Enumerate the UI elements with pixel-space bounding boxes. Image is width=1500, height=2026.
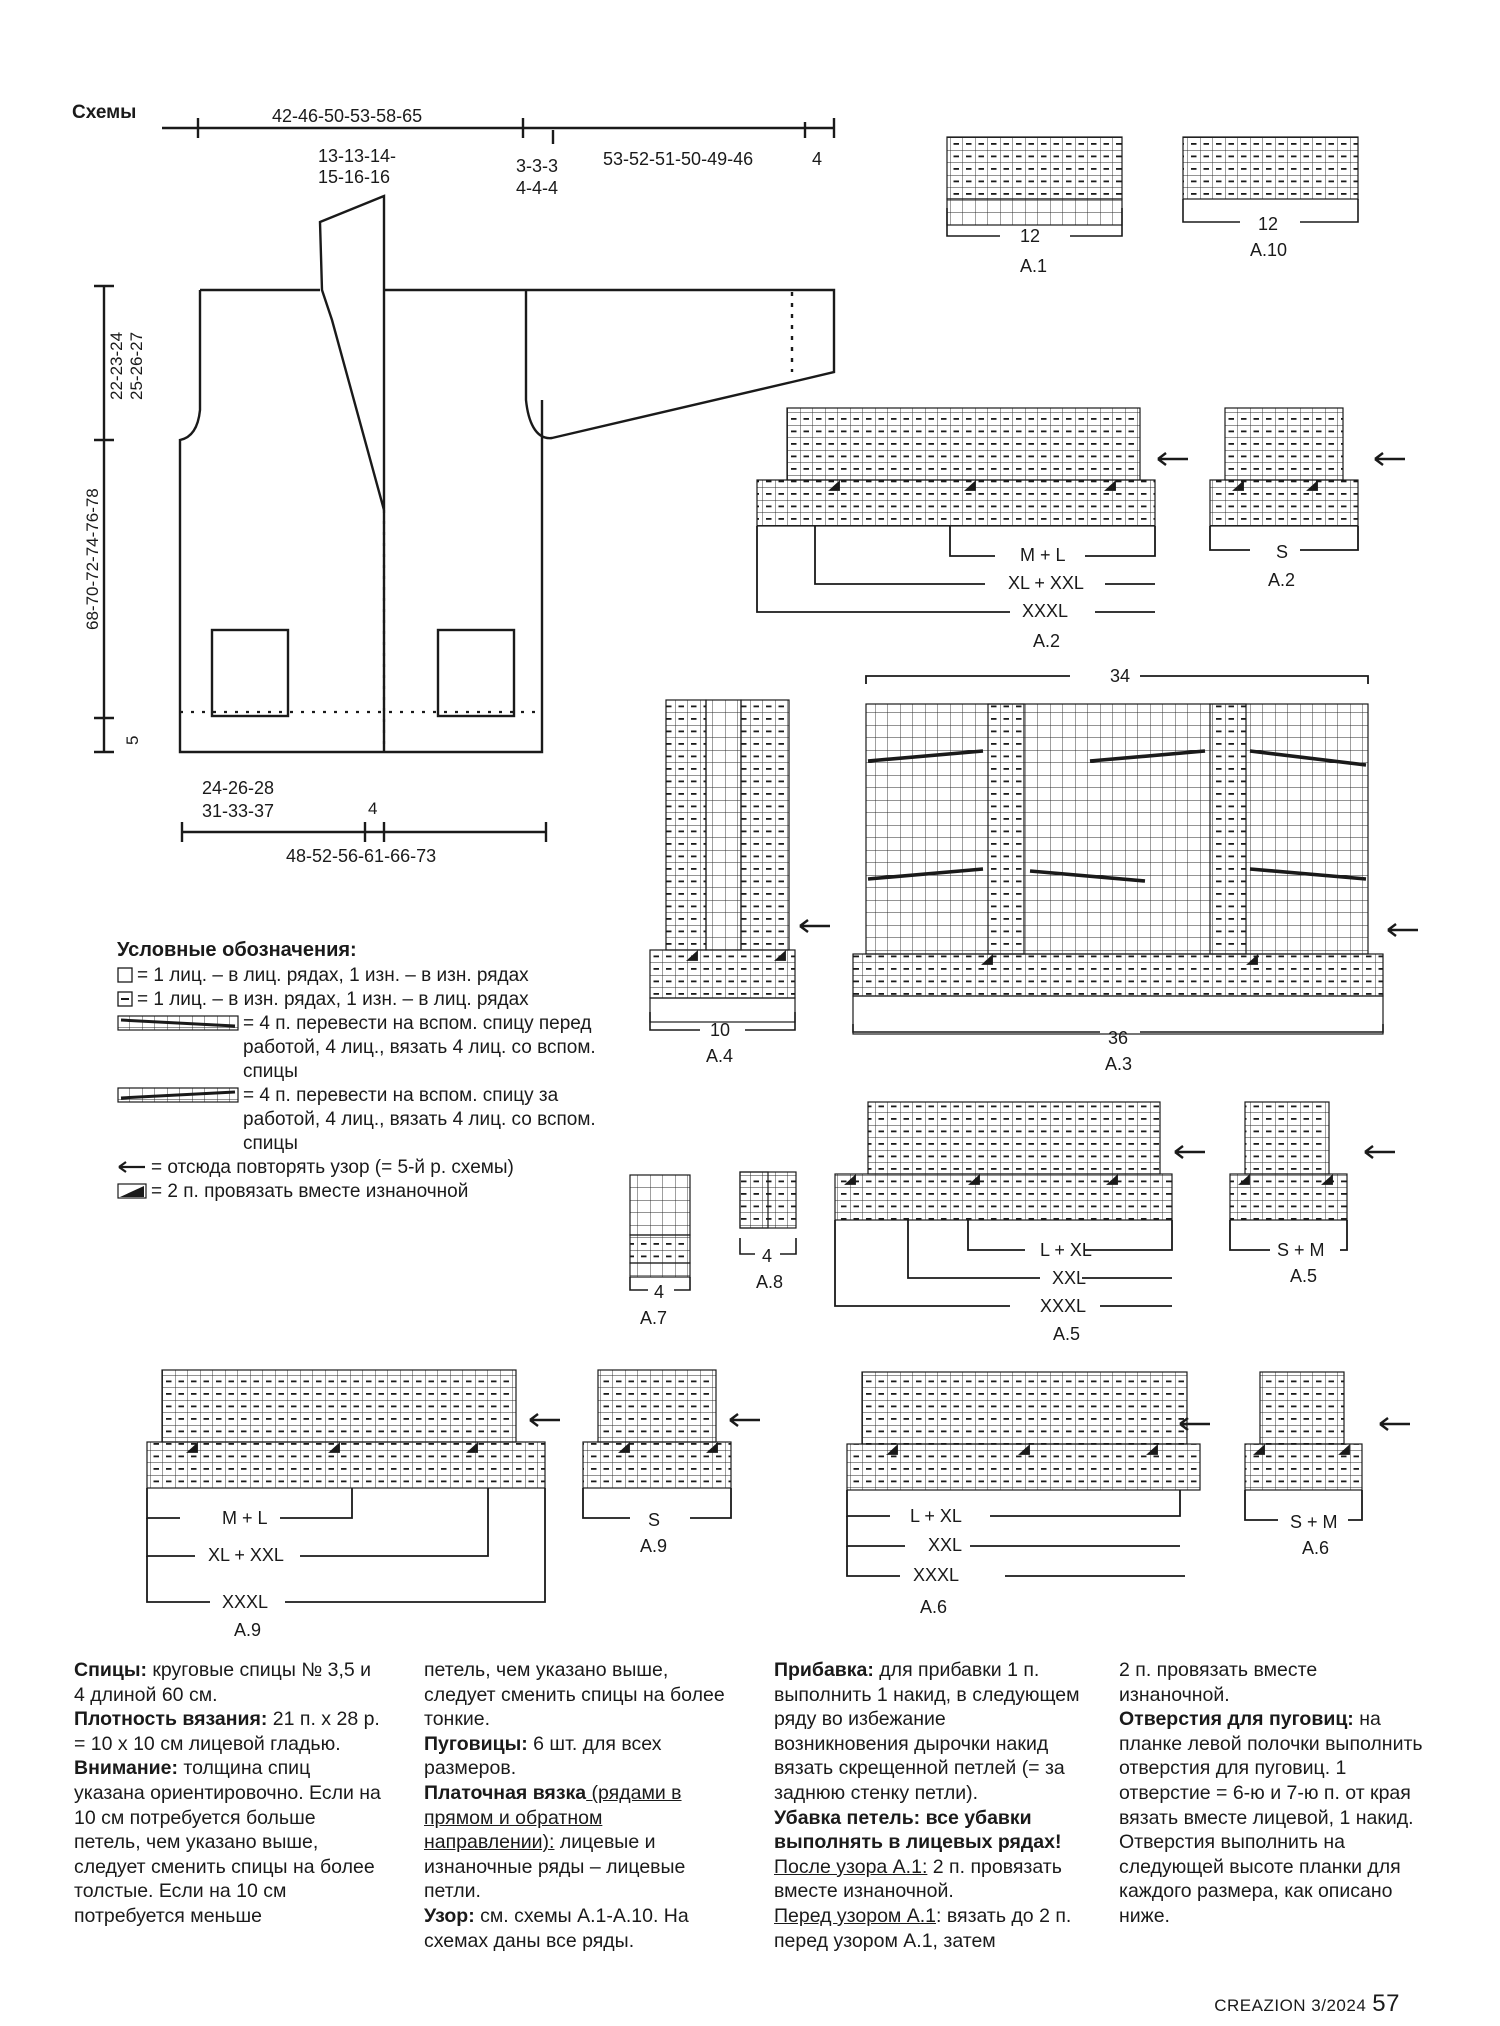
- chart-a6: [847, 1372, 1210, 1617]
- legend-cable-back: [117, 1084, 597, 1156]
- repeat-arrow: [1158, 453, 1188, 465]
- a9-size-3: XXXL: [222, 1592, 269, 1612]
- column-2: [424, 1658, 734, 1953]
- legend-repeat: [117, 1156, 597, 1180]
- text-paragraph: После узора A.1: 2 п. провязать вместе изнаночной.: [774, 1855, 1062, 1903]
- term: Пуговицы:: [424, 1732, 528, 1755]
- text-paragraph: Внимание: толщина спиц указана ориентировочно. Если на 10 см потребуется больше петель, чем указано выше, следует сменить спицы на более толстые. Если на 10 см потребуется меньше: [74, 1757, 381, 1927]
- a2-size-1: M + L: [1020, 545, 1066, 565]
- chart-a10: [1183, 137, 1358, 260]
- a6-size-3: XXXL: [913, 1565, 960, 1585]
- dim-shoulder-1: 3-3-3: [516, 156, 559, 176]
- a8-name: A.8: [756, 1272, 784, 1292]
- a5-size-1: L + XL: [1040, 1240, 1092, 1260]
- a5-size-3: XXXL: [1040, 1296, 1087, 1316]
- a3-name: A.3: [1105, 1054, 1133, 1074]
- a9s-name: A.9: [640, 1536, 668, 1556]
- text-paragraph: Плотность вязания: 21 п. x 28 р. = 10 x 10 см лицевой гладью.: [74, 1708, 380, 1755]
- legend-title: Условные обозначения:: [117, 939, 357, 961]
- text-paragraph: Прибавка: для прибавки 1 п. выполнить 1 накид, в следующем ряду во избежание возникновения дырочки накид вязать скрещенной петлей (= за заднюю стенку петли).: [774, 1659, 1080, 1804]
- legend-decrease: [117, 1180, 597, 1204]
- text-paragraph: петель, чем указано выше, следует сменить спицы на более тонкие.: [424, 1659, 725, 1731]
- column-1: [74, 1658, 384, 1929]
- a4-width: 10: [710, 1020, 731, 1040]
- a6s-size: S + M: [1290, 1512, 1338, 1532]
- a7-name: A.7: [640, 1308, 668, 1328]
- chart-a7: [630, 1175, 690, 1328]
- dim-shoulder-2: 4-4-4: [516, 178, 559, 198]
- a5-size-2: XXL: [1052, 1268, 1087, 1288]
- legend-purl-text: = 1 лиц. – в изн. рядах, 1 изн. – в лиц. рядах: [137, 989, 529, 1010]
- cable-back-icon: [117, 1087, 239, 1103]
- dim-body-length: 68-70-72-74-76-78: [83, 488, 102, 630]
- chart-a6-s: [1245, 1372, 1410, 1558]
- page-folio: [1214, 1990, 1400, 2018]
- dim-neck-1: 13-13-14-: [318, 146, 397, 166]
- a1-width: 12: [1020, 226, 1041, 246]
- text-paragraph: Отверстия для пуговиц: на планке левой полочки выполнить отверстия для пуговиц. 1 отверстие = 6-ю и 7-ю п. от края вязать вместе лицевой, 1 накид. Отверстия выполнить на следующей высоте планки для каждого размера, как описано ниже.: [1119, 1708, 1423, 1927]
- chart-a3: [853, 666, 1418, 1074]
- a7-width: 4: [654, 1282, 665, 1302]
- chart-a2: [757, 408, 1188, 651]
- chart-a5-s: [1230, 1102, 1395, 1286]
- text-paragraph: Пуговицы: 6 шт. для всех размеров.: [424, 1732, 662, 1780]
- column-3: [774, 1658, 1084, 1953]
- a3-top-width: 34: [1110, 666, 1131, 686]
- dim-rib: 5: [123, 735, 142, 745]
- a5s-size: S + M: [1277, 1240, 1325, 1260]
- a3-bottom-width: 36: [1108, 1028, 1129, 1048]
- term: Узор:: [424, 1904, 475, 1927]
- dim-front-1: 24-26-28: [202, 778, 275, 798]
- purl-square-icon: [117, 991, 133, 1007]
- dim-bottom-width: 48-52-56-61-66-73: [286, 846, 437, 866]
- column-4: [1119, 1658, 1429, 1929]
- text-paragraph: Узор: см. схемы A.1-A.10. На схемах даны все ряды.: [424, 1904, 689, 1952]
- dim-band: 4: [368, 799, 378, 818]
- dim-neck-2: 15-16-16: [318, 167, 391, 187]
- chart-a9-s: [583, 1370, 760, 1556]
- underlined-term: Перед узором A.1: [774, 1904, 937, 1927]
- term: Внимание:: [74, 1757, 178, 1780]
- a2-name: A.2: [1033, 631, 1061, 651]
- text-paragraph: 2 п. провязать вместе изнаночной.: [1119, 1659, 1318, 1706]
- a5s-name: A.5: [1290, 1266, 1318, 1286]
- a10-width: 12: [1258, 214, 1279, 234]
- magazine-issue: CREAZION 3/2024: [1214, 1996, 1367, 2015]
- chart-a8: [740, 1172, 796, 1292]
- a9-size-2: XL + XXL: [208, 1545, 284, 1565]
- text-paragraph: Перед узором A.1: вязать до 2 п. перед узором A.1, затем: [774, 1904, 1072, 1952]
- a9-size-1: M + L: [222, 1508, 268, 1528]
- dim-cuff: 4: [812, 149, 823, 169]
- pocket-right: [438, 630, 514, 716]
- legend-repeat-text: = отсюда повторять узор (= 5-й р. схемы): [151, 1157, 514, 1178]
- legend-cable-front: [117, 1012, 597, 1084]
- dim-armhole-1: 22-23-24: [107, 331, 126, 400]
- dim-front-2: 31-33-37: [202, 801, 275, 821]
- term: Плотность вязания:: [74, 1708, 268, 1731]
- a2s-name: A.2: [1268, 570, 1296, 590]
- term: Отверстия для пуговиц:: [1119, 1708, 1354, 1731]
- dim-sleeve-length: 53-52-51-50-49-46: [603, 149, 754, 169]
- a10-name: A.10: [1250, 240, 1288, 260]
- term: Спицы:: [74, 1659, 147, 1681]
- a6-size-1: L + XL: [910, 1506, 962, 1526]
- chart-a1: [947, 137, 1122, 276]
- dim-armhole-2: 25-26-27: [127, 331, 146, 400]
- legend-decrease-text: = 2 п. провязать вместе изнаночной: [151, 1181, 469, 1202]
- schematic-title: Схемы: [72, 102, 137, 123]
- collar-outline: [320, 196, 384, 510]
- a2-size-3: XXXL: [1022, 601, 1069, 621]
- legend-knit-text: = 1 лиц. – в лиц. рядах, 1 изн. – в изн. рядах: [137, 965, 529, 986]
- a6-size-2: XXL: [928, 1535, 963, 1555]
- term: Платочная вязка: [424, 1781, 587, 1804]
- a9s-size: S: [648, 1510, 661, 1530]
- chart-a9: [147, 1370, 560, 1640]
- a2-size-2: XL + XXL: [1008, 573, 1084, 593]
- a6-name: A.6: [920, 1597, 948, 1617]
- chart-a2-s: [1210, 408, 1405, 590]
- a9-name: A.9: [234, 1620, 262, 1640]
- decrease-icon: [117, 1183, 147, 1199]
- legend-purl: [117, 988, 597, 1012]
- a6s-name: A.6: [1302, 1538, 1330, 1558]
- dim-top-width: 42-46-50-53-58-65: [272, 106, 423, 126]
- term: Прибавка:: [774, 1659, 874, 1681]
- legend-knit: [117, 964, 597, 988]
- a4-name: A.4: [706, 1046, 734, 1066]
- a5-name: A.5: [1053, 1324, 1081, 1344]
- a1-name: A.1: [1020, 256, 1048, 276]
- arrow-left-icon: [117, 1159, 147, 1175]
- underlined-term: (рядами в прямом и обратном направлении):: [424, 1781, 682, 1854]
- legend-cable-back-text: = 4 п. перевести на вспом. спицу за работой, 4 лиц., вязать 4 лиц. со вспом. спицы: [243, 1085, 596, 1154]
- legend: [117, 938, 597, 1204]
- page-number: 57: [1372, 1990, 1400, 2017]
- chart-a5: [835, 1102, 1205, 1344]
- text-paragraph: Платочная вязка (рядами в прямом и обратном направлении): лицевые и изнаночные ряды – лицевые петли.: [424, 1781, 686, 1903]
- text-paragraph: [774, 1806, 1084, 1855]
- underlined-term: После узора A.1:: [774, 1855, 928, 1878]
- a2s-size: S: [1276, 542, 1289, 562]
- legend-cable-front-text: = 4 п. перевести на вспом. спицу перед работой, 4 лиц., вязать 4 лиц. со вспом. спицы: [243, 1013, 596, 1082]
- knit-square-icon: [117, 967, 133, 983]
- text-paragraph: Спицы: круговые спицы № 3,5 и 4 длиной 60 см.: [74, 1659, 372, 1706]
- a8-width: 4: [762, 1246, 773, 1266]
- cable-front-icon: [117, 1015, 239, 1031]
- pocket-left: [212, 630, 288, 716]
- chart-a4: [650, 700, 830, 1066]
- term: Убавка петель: все убавки выполнять в лицевых рядах!: [774, 1806, 1062, 1854]
